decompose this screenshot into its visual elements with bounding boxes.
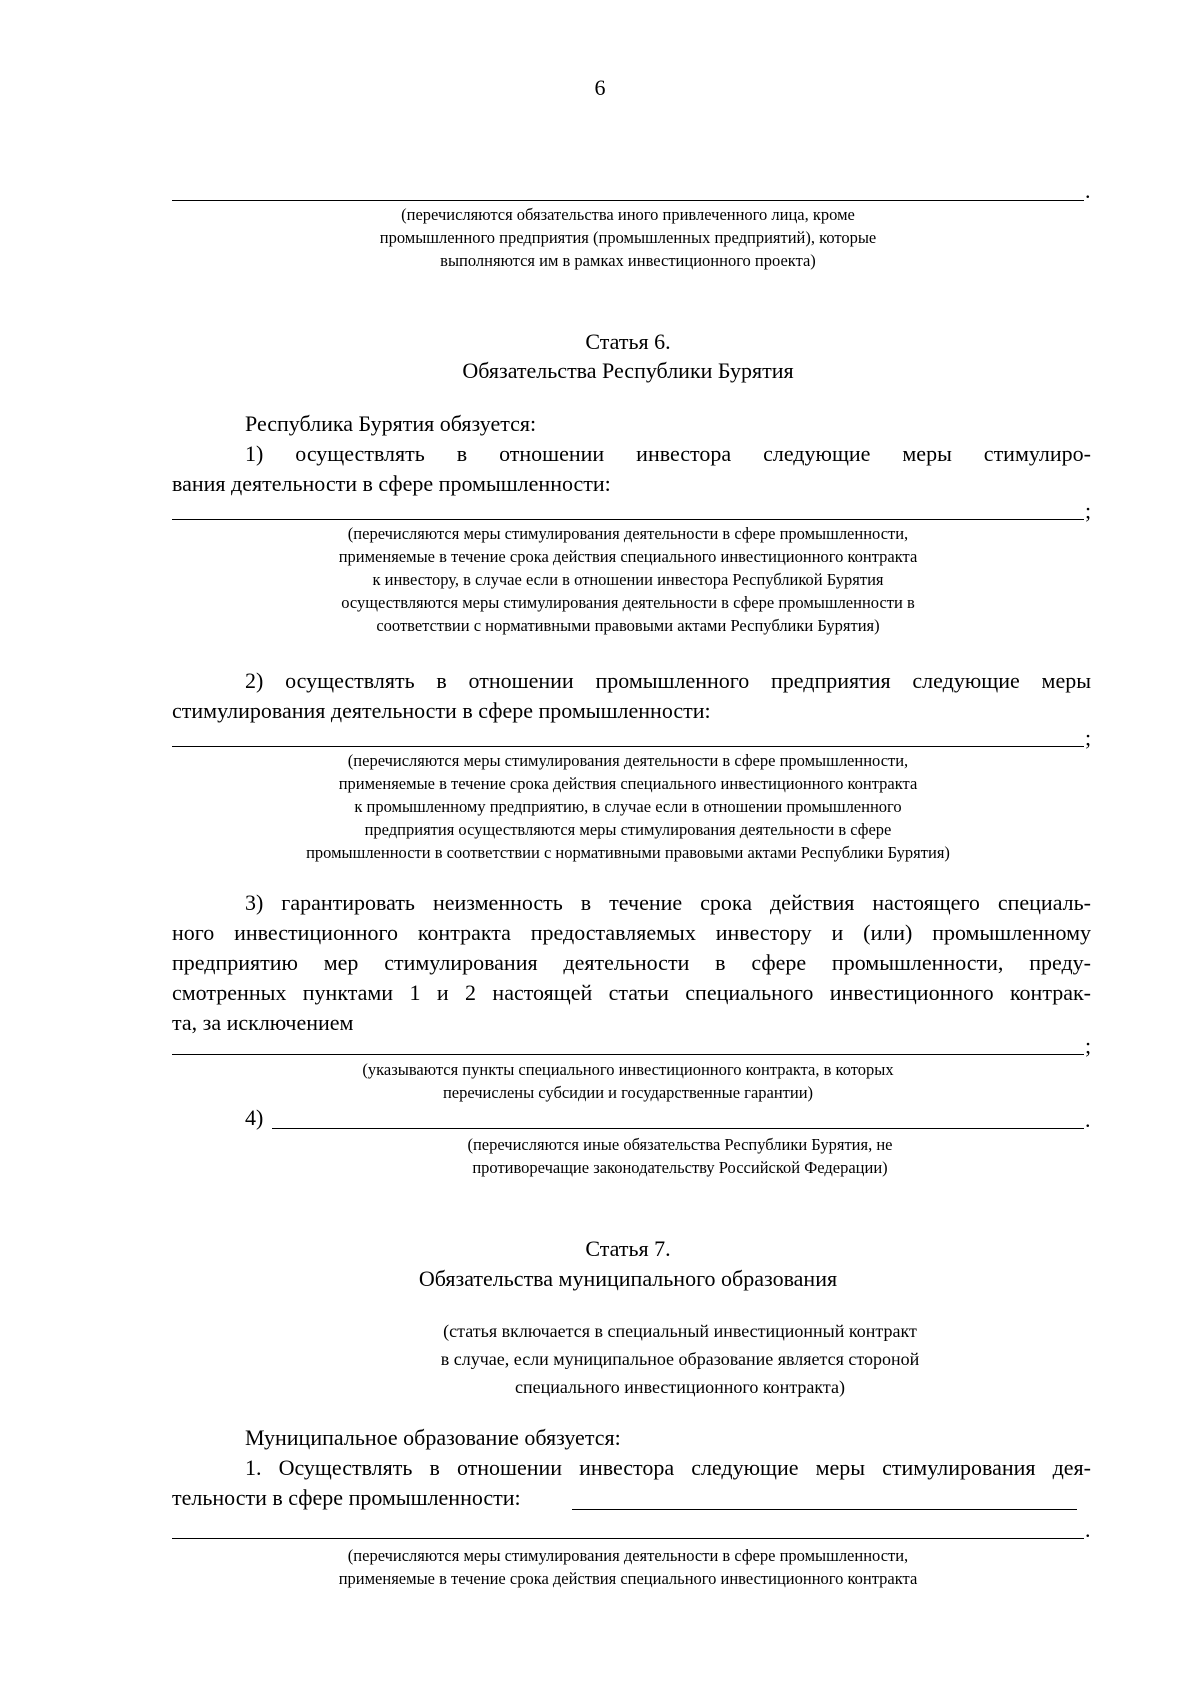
article6-item3-line5: та, за исключением xyxy=(172,1010,354,1035)
article6-item3-line3: предприятию мер стимулирования деятельности в сфере промышленности, преду- xyxy=(172,950,1091,975)
article6-item3-line4: смотренных пунктами 1 и 2 настоящей статьи специального инвестиционного контрак- xyxy=(172,980,1091,1005)
fill-line[interactable] xyxy=(272,1128,1084,1129)
fill-line[interactable] xyxy=(172,1054,1084,1055)
fill-line[interactable] xyxy=(172,519,1084,520)
article7-item1-line2: тельности в сфере промышленности: xyxy=(172,1485,521,1510)
note-other-party: (перечисляются обязательства иного привлеченного лица, кроме промышленного предприятия (промышленных предприятий), которые выполняются им в рамках инвестиционного проекта) xyxy=(379,205,877,270)
line-end-period: . xyxy=(1085,1107,1091,1132)
article6-item3-line1: 3) гарантировать неизменность в течение срока действия настоящего специаль- xyxy=(245,890,1091,915)
article6-item2-note: (перечисляются меры стимулирования деятельности в сфере промышленности, применяемые в течение срока действия специального инвестиционного контракта к промышленному предприятию, в случае если в отношении промышленного предприятия осуществляются меры стимулирования деятельности в сфере промышленности в соответствии с нормативными правовыми актами Республики Бурятия) xyxy=(306,751,950,862)
fill-line[interactable] xyxy=(172,200,1084,201)
article7-item1-note: (перечисляются меры стимулирования деятельности в сфере промышленности, применяемые в течение срока действия специального инвестиционного контракта xyxy=(338,1546,918,1588)
line-end-period: . xyxy=(1085,1517,1091,1542)
article6-item4-note: (перечисляются иные обязательства Республики Бурятия, не противоречащие законодательству Российской Федерации) xyxy=(467,1135,893,1177)
article6-item3-note: (указываются пункты специального инвестиционного контракта, в которых перечислены субсидии и государственные гарантии) xyxy=(362,1060,894,1102)
article6-title: Обязательства Республики Бурятия xyxy=(462,358,794,383)
line-end-semicolon: ; xyxy=(1085,498,1092,523)
article7-number: Статья 7. xyxy=(585,1236,671,1261)
article7-condition: (статья включается в специальный инвестиционный контракт в случае, если муниципальное образование является стороной специального инвестиционного контракта) xyxy=(440,1321,920,1397)
article6-item1-line2: вания деятельности в сфере промышленности: xyxy=(172,471,611,496)
line-end-semicolon: ; xyxy=(1085,725,1092,750)
page-number: 6 xyxy=(594,75,606,100)
line-end-semicolon: ; xyxy=(1085,1033,1092,1058)
article6-item2-line2: стимулирования деятельности в сфере промышленности: xyxy=(172,698,711,723)
article6-item2-line1: 2) осуществлять в отношении промышленного предприятия следующие меры xyxy=(245,668,1091,693)
fill-line[interactable] xyxy=(572,1509,1077,1510)
article6-item1-note: (перечисляются меры стимулирования деятельности в сфере промышленности, применяемые в течение срока действия специального инвестиционного контракта к инвестору, в случае если в отношении инвестора Республикой Бурятия осуществляются меры стимулирования деятельности в сфере промышленности в соответствии с нормативными правовыми актами Республики Бурятия) xyxy=(338,524,918,635)
article7-title: Обязательства муниципального образования xyxy=(418,1266,838,1291)
article6-number: Статья 6. xyxy=(585,329,671,354)
article7-item1-line1: 1. Осуществлять в отношении инвестора следующие меры стимулирования дея- xyxy=(245,1455,1091,1480)
article6-item4-label: 4) xyxy=(245,1105,264,1130)
fill-line[interactable] xyxy=(172,1538,1084,1539)
article6-item3-line2: ного инвестиционного контракта предоставляемых инвестору и (или) промышленному xyxy=(172,920,1091,945)
article6-item1-line1: 1) осуществлять в отношении инвестора следующие меры стимулиро- xyxy=(245,441,1091,466)
line-end-period: . xyxy=(1085,178,1091,203)
fill-line[interactable] xyxy=(172,746,1084,747)
article7-intro: Муниципальное образование обязуется: xyxy=(245,1425,621,1450)
article6-intro: Республика Бурятия обязуется: xyxy=(245,411,537,436)
